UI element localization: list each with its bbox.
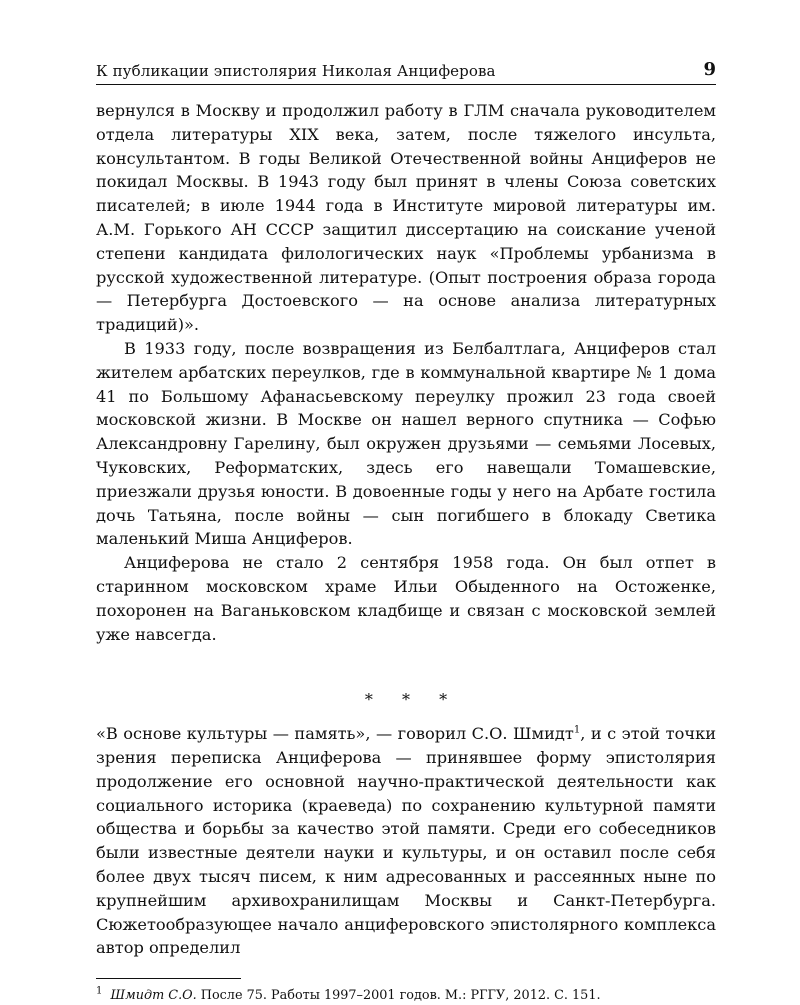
footnote-text: После 75. Работы 1997–2001 годов. М.: РГГУ, 2012. С. 151. bbox=[200, 988, 601, 1004]
paragraph-text: «В основе культуры — память», — говорил С.О. Шмидт bbox=[96, 724, 574, 744]
paragraph: В 1933 году, после возвращения из Белбалтлага, Анциферов стал жителем арбатских переулков, где в коммунальной квартире № 1 дома 41 по Большому Афанасьевскому переулку прожил 23 года своей московской жизни. В Москве он нашел верного спутника — Софью Александровну Гарелину, был окружен друзьями — семьями Лосевых, Чуковских, Реформатских, здесь его навещали Томашевские, приезжали друзья юности. В довоенные годы у него на Арбате гостила дочь Татьяна, после войны — сын погибшего в блокаду Светика маленький Миша Анциферов. bbox=[96, 338, 716, 549]
footnote-author: Шмидт С.О. bbox=[110, 988, 197, 1004]
footnote bbox=[96, 987, 716, 1005]
running-title: К публикации эпистолярия Николая Анциферова bbox=[96, 62, 496, 80]
section-separator: * * * bbox=[364, 690, 460, 710]
page-number: 9 bbox=[703, 59, 716, 80]
paragraph: вернулся в Москву и продолжил работу в ГЛМ сначала руководителем отдела литературы XIX века, затем, после тяжелого инсульта, консультантом. В годы Великой Отечественной войны Анциферов не покидал Москвы. В 1943 году был принят в члены Союза советских писателей; в июле 1944 года в Институте мировой литературы им. А.М. Горького АН СССР защитил диссертацию на соискание ученой степени кандидата филологических наук «Проблемы урбанизма в русской художественной литературе. (Опыт построения образа города — Петербурга Достоевского — на основе анализа литературных традиций)». bbox=[96, 101, 716, 335]
footnote-reference[interactable]: 1 bbox=[573, 724, 581, 736]
footnote-number: 1 bbox=[96, 985, 103, 997]
main-text bbox=[96, 99, 716, 960]
paragraph-text: , и с этой точки зрения переписка Анциферова — принявшее форму эпистолярия продолжение его основной научно-практической деятельности как социального историка (краеведа) по сохранению культурной памяти общества и борьбы за качество этой памяти. Среди его собеседников были известные деятели науки и культуры, и он оставил после себя более двух тысяч писем, к ним адресованных и рассеянных ныне по крупнейшим архивохранилищам Москвы и Санкт-Петербурга. Сюжетообразующее начало анциферовского эпистолярного комплекса автор определил bbox=[96, 724, 716, 958]
running-header bbox=[96, 52, 716, 85]
book-page bbox=[96, 52, 716, 1005]
paragraph: Анциферова не стало 2 сентября 1958 года. Он был отпет в старинном московском храме Ильи Обыденного на Остоженке, похоронен на Ваганьковском кладбище и связан с московской землей уже навсегда. bbox=[96, 553, 716, 644]
footnote-divider bbox=[96, 978, 241, 979]
paragraph bbox=[96, 722, 716, 960]
